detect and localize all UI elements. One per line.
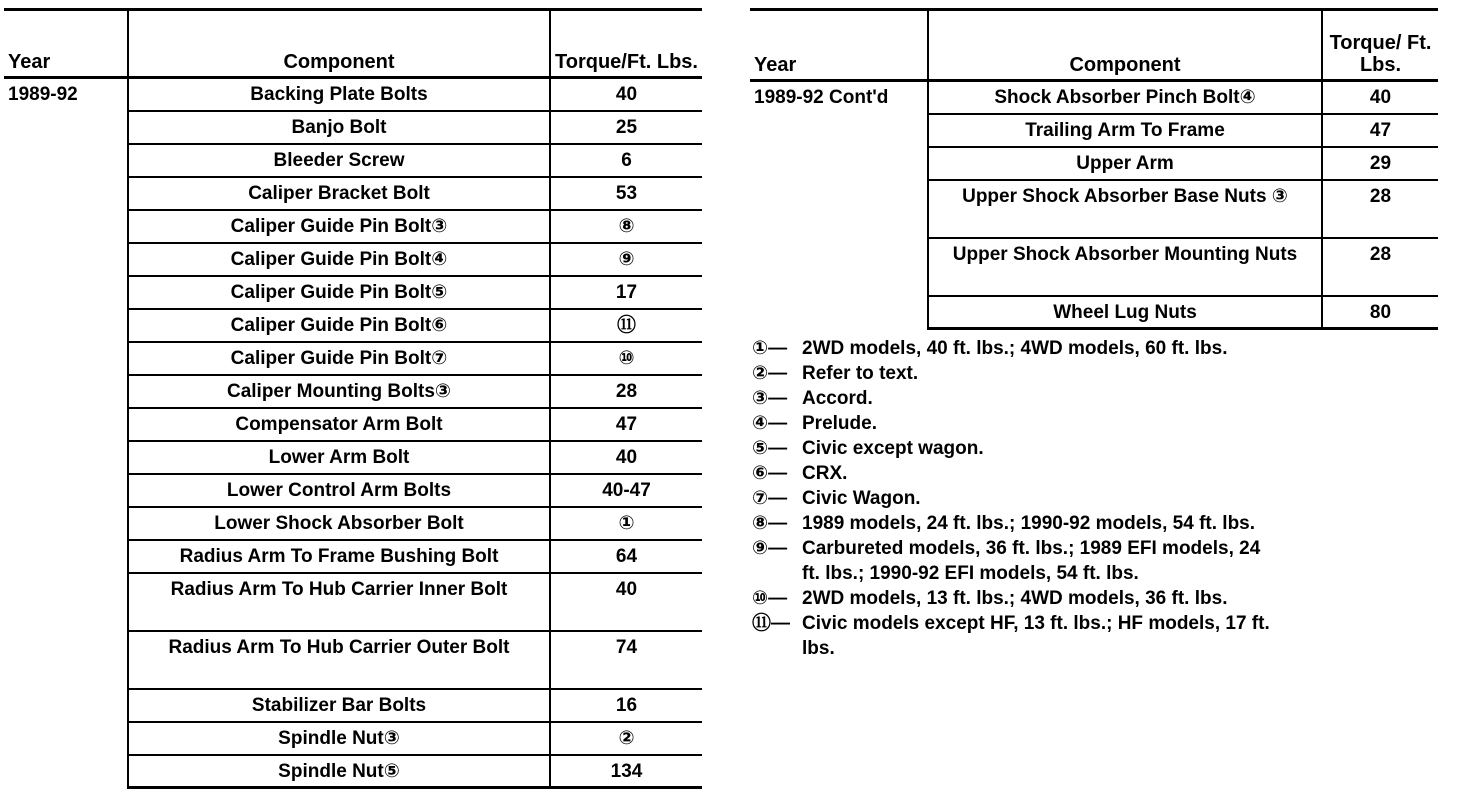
torque-cell: 16 bbox=[550, 689, 702, 722]
component-cell: Stabilizer Bar Bolts bbox=[128, 689, 550, 722]
torque-cell: ⑩ bbox=[550, 342, 702, 375]
left-header-torque: Torque/Ft. Lbs. bbox=[550, 10, 702, 78]
torque-cell: 53 bbox=[550, 177, 702, 210]
component-cell: Caliper Mounting Bolts③ bbox=[128, 375, 550, 408]
footnote bbox=[752, 386, 1272, 411]
right-header-year: Year bbox=[754, 54, 797, 76]
component-cell: Upper Shock Absorber Base Nuts ③ bbox=[928, 180, 1322, 238]
footnote-mark: ④— bbox=[752, 413, 788, 434]
torque-cell: 40 bbox=[550, 78, 702, 111]
component-cell: Upper Shock Absorber Mounting Nuts bbox=[928, 238, 1322, 296]
torque-cell: ⑨ bbox=[550, 243, 702, 276]
right-header-component: Component bbox=[928, 10, 1322, 81]
torque-cell: 47 bbox=[550, 408, 702, 441]
left-table-header-row bbox=[4, 10, 702, 78]
torque-cell: 29 bbox=[1322, 147, 1438, 180]
component-cell: Banjo Bolt bbox=[128, 111, 550, 144]
component-cell: Bleeder Screw bbox=[128, 144, 550, 177]
footnote bbox=[752, 361, 1272, 386]
component-cell: Radius Arm To Hub Carrier Outer Bolt bbox=[128, 631, 550, 689]
torque-cell: 80 bbox=[1322, 296, 1438, 329]
footnote-mark: ⑧— bbox=[752, 513, 788, 534]
torque-cell: 40 bbox=[550, 441, 702, 474]
footnote bbox=[752, 611, 1272, 661]
footnote-mark: ⑥— bbox=[752, 463, 788, 484]
footnote-text: 1989 models, 24 ft. lbs.; 1990-92 models, 54 ft. lbs. bbox=[802, 513, 1256, 534]
footnote bbox=[752, 411, 1272, 436]
footnote-mark: ⑩— bbox=[752, 588, 788, 609]
footnote bbox=[752, 486, 1272, 511]
component-cell: Lower Arm Bolt bbox=[128, 441, 550, 474]
footnote bbox=[752, 536, 1272, 586]
component-cell: Caliper Guide Pin Bolt③ bbox=[128, 210, 550, 243]
footnote bbox=[752, 511, 1272, 536]
component-cell: Caliper Guide Pin Bolt④ bbox=[128, 243, 550, 276]
footnote-text: Prelude. bbox=[802, 413, 877, 434]
left-year-cell: 1989-92 bbox=[8, 84, 78, 105]
torque-cell: ⑪ bbox=[550, 309, 702, 342]
torque-cell: 17 bbox=[550, 276, 702, 309]
torque-cell: 74 bbox=[550, 631, 702, 689]
torque-cell: 6 bbox=[550, 144, 702, 177]
torque-cell: 28 bbox=[1322, 180, 1438, 238]
torque-cell: 40-47 bbox=[550, 474, 702, 507]
torque-cell: 28 bbox=[550, 375, 702, 408]
footnote-text: Civic except wagon. bbox=[802, 438, 984, 459]
component-cell: Trailing Arm To Frame bbox=[928, 114, 1322, 147]
right-table-header-row bbox=[750, 10, 1438, 81]
footnotes bbox=[752, 336, 1272, 661]
component-cell: Upper Arm bbox=[928, 147, 1322, 180]
component-cell: Spindle Nut③ bbox=[128, 722, 550, 755]
footnote-text: Civic models except HF, 13 ft. lbs.; HF models, 17 ft. lbs. bbox=[802, 613, 1270, 659]
footnote-mark: ①— bbox=[752, 338, 788, 359]
right-header-torque: Torque/ Ft. Lbs. bbox=[1322, 10, 1438, 81]
right-year-cell: 1989-92 Cont'd bbox=[754, 87, 889, 108]
component-cell: Lower Shock Absorber Bolt bbox=[128, 507, 550, 540]
footnote-mark: ⑪— bbox=[752, 613, 791, 634]
footnote-mark: ⑨— bbox=[752, 538, 788, 559]
footnote-text: Refer to text. bbox=[802, 363, 919, 384]
component-cell: Radius Arm To Frame Bushing Bolt bbox=[128, 540, 550, 573]
torque-cell: 40 bbox=[1322, 81, 1438, 114]
footnote bbox=[752, 436, 1272, 461]
torque-cell: 47 bbox=[1322, 114, 1438, 147]
footnote bbox=[752, 336, 1272, 361]
component-cell: Caliper Bracket Bolt bbox=[128, 177, 550, 210]
footnote-text: Civic Wagon. bbox=[802, 488, 921, 509]
footnote-mark: ②— bbox=[752, 363, 788, 384]
torque-cell: 64 bbox=[550, 540, 702, 573]
table-row bbox=[4, 78, 702, 111]
footnote-text: Accord. bbox=[802, 388, 873, 409]
component-cell: Caliper Guide Pin Bolt⑦ bbox=[128, 342, 550, 375]
component-cell: Spindle Nut⑤ bbox=[128, 755, 550, 788]
torque-cell: ② bbox=[550, 722, 702, 755]
component-cell: Lower Control Arm Bolts bbox=[128, 474, 550, 507]
left-torque-table bbox=[4, 8, 702, 789]
torque-cell: ⑧ bbox=[550, 210, 702, 243]
component-cell: Shock Absorber Pinch Bolt④ bbox=[928, 81, 1322, 114]
table-row bbox=[750, 81, 1438, 114]
footnote-mark: ⑤— bbox=[752, 438, 788, 459]
left-header-year: Year bbox=[8, 51, 51, 73]
component-cell: Backing Plate Bolts bbox=[128, 78, 550, 111]
torque-cell: 25 bbox=[550, 111, 702, 144]
torque-cell: ① bbox=[550, 507, 702, 540]
footnote-mark: ③— bbox=[752, 388, 788, 409]
torque-cell: 28 bbox=[1322, 238, 1438, 296]
footnote-text: Carbureted models, 36 ft. lbs.; 1989 EFI models, 24 ft. lbs.; 1990-92 EFI models, 54 ft. lbs. bbox=[802, 538, 1261, 584]
component-cell: Wheel Lug Nuts bbox=[928, 296, 1322, 329]
footnote-text: CRX. bbox=[802, 463, 848, 484]
footnote-mark: ⑦— bbox=[752, 488, 788, 509]
torque-cell: 40 bbox=[550, 573, 702, 631]
right-torque-table bbox=[750, 8, 1438, 330]
footnote bbox=[752, 586, 1272, 611]
component-cell: Caliper Guide Pin Bolt⑥ bbox=[128, 309, 550, 342]
component-cell: Radius Arm To Hub Carrier Inner Bolt bbox=[128, 573, 550, 631]
footnote-text: 2WD models, 40 ft. lbs.; 4WD models, 60 ft. lbs. bbox=[802, 338, 1228, 359]
component-cell: Caliper Guide Pin Bolt⑤ bbox=[128, 276, 550, 309]
footnote bbox=[752, 461, 1272, 486]
footnote-text: 2WD models, 13 ft. lbs.; 4WD models, 36 ft. lbs. bbox=[802, 588, 1228, 609]
component-cell: Compensator Arm Bolt bbox=[128, 408, 550, 441]
left-header-component: Component bbox=[128, 10, 550, 78]
torque-cell: 134 bbox=[550, 755, 702, 788]
